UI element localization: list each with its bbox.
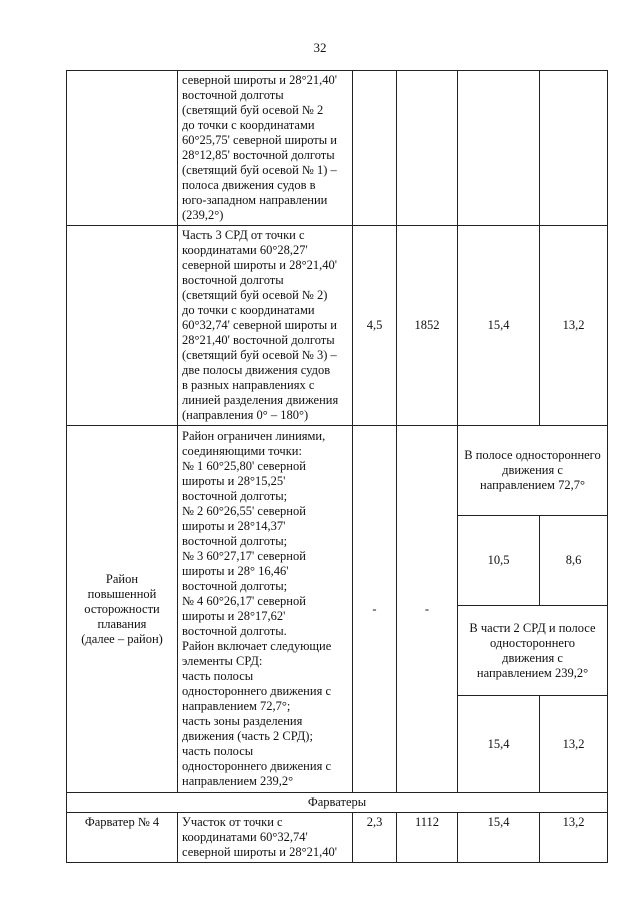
text-line: (далее – район) <box>81 631 163 646</box>
text-line: Район ограничен линиями, <box>182 429 326 443</box>
section-title: Фарватеры <box>67 793 608 813</box>
cell-area-name <box>67 426 178 793</box>
text-line: Район <box>105 571 139 586</box>
text-line: плавания <box>97 616 147 631</box>
cell-length: 1112 <box>397 813 458 863</box>
text-line: № 1 60°25,80' северной <box>182 459 306 473</box>
text-line: № 4 60°26,17' северной <box>182 594 306 608</box>
table-row-caution-area <box>67 426 608 516</box>
text-line: северной широты и 28°21,40' <box>182 845 337 859</box>
cell-width <box>353 71 397 226</box>
cell-lane1-caption <box>458 426 608 516</box>
text-line: восточной долготы; <box>182 579 288 593</box>
page-number: 32 <box>313 40 327 55</box>
text-line: № 2 60°26,55' северной <box>182 504 306 518</box>
text-line: часть полосы <box>182 744 254 758</box>
cell-width: - <box>353 426 397 793</box>
text-line: соединяющими точки: <box>182 444 302 458</box>
text-line: часть полосы <box>182 669 254 683</box>
text-line: (светящий буй осевой № 3) – <box>182 348 337 362</box>
text-line: В части 2 СРД и полосе <box>469 620 596 635</box>
text-line: В полосе одностороннего <box>464 448 601 462</box>
text-line: одностороннего движения с <box>182 684 331 698</box>
text-line: юго-западном направлении <box>182 193 328 207</box>
cell-width: 4,5 <box>353 226 397 426</box>
text-line: две полосы движения судов <box>182 363 331 377</box>
cell-lane2-caption <box>458 606 608 696</box>
navigation-table <box>66 70 608 863</box>
text-line: (светящий буй осевой № 2) <box>182 288 328 302</box>
text-line: 60°32,74' северной широты и <box>182 318 337 332</box>
text-line: направлением 239,2° <box>182 774 294 788</box>
text-line: (239,2°) <box>182 208 224 222</box>
text-line: линией разделения движения <box>182 393 339 407</box>
text-line: повышенной <box>87 586 157 601</box>
text-line: восточной долготы. <box>182 624 287 638</box>
text-line: Район включает следующие <box>182 639 332 653</box>
cell-draft <box>540 71 608 226</box>
table-section-header <box>67 793 608 813</box>
text-line: восточной долготы; <box>182 534 288 548</box>
cell-fairway-name: Фарватер № 4 <box>67 813 178 863</box>
text-line: северной широты и 28°21,40' <box>182 258 337 272</box>
text-line: 28°12,85' восточной долготы <box>182 148 335 162</box>
text-line: осторожности <box>84 601 160 616</box>
cell-width: 2,3 <box>353 813 397 863</box>
text-line: движения с <box>502 463 563 477</box>
text-line: восточной долготы <box>182 88 284 102</box>
text-line: (светящий буй осевой № 2 <box>182 103 324 117</box>
text-line: широты и 28°15,25' <box>182 474 286 488</box>
text-line: до точки с координатами <box>182 303 315 317</box>
cell-length: - <box>397 426 458 793</box>
text-line: Участок от точки с <box>182 815 283 829</box>
text-line: до точки с координатами <box>182 118 315 132</box>
text-line: широты и 28°14,37' <box>182 519 286 533</box>
text-line: широты и 28° 16,46' <box>182 564 289 578</box>
text-line: (светящий буй осевой № 1) – <box>182 163 337 177</box>
text-line: Часть 3 СРД от точки с <box>182 228 305 242</box>
cell-description <box>178 426 353 793</box>
text-line: 28°21,40' восточной долготы <box>182 333 335 347</box>
cell-depth <box>458 71 540 226</box>
table-row-part2-continued <box>67 71 608 226</box>
cell-description <box>178 71 353 226</box>
text-line: элементы СРД: <box>182 654 263 668</box>
text-line: направлением 72,7°; <box>182 699 291 713</box>
text-line: одностороннего движения с <box>182 759 331 773</box>
text-line: координатами 60°32,74' <box>182 830 308 844</box>
text-line: восточной долготы; <box>182 489 288 503</box>
text-line: движения (часть 2 СРД); <box>182 729 313 743</box>
text-line: часть зоны разделения <box>182 714 303 728</box>
text-line: северной широты и 28°21,40' <box>182 73 337 87</box>
text-line: (направления 0° – 180°) <box>182 408 309 422</box>
text-line: одностороннего <box>489 635 576 650</box>
text-line: 60°25,75' северной широты и <box>182 133 337 147</box>
cell-length <box>397 71 458 226</box>
cell-description <box>178 226 353 426</box>
cell-name-empty <box>67 71 178 226</box>
text-line: направлением 72,7° <box>480 478 585 492</box>
text-line: движения с <box>502 650 563 665</box>
text-line: широты и 28°17,62' <box>182 609 286 623</box>
text-line: полоса движения судов в <box>182 178 316 192</box>
cell-draft: 13,2 <box>540 226 608 426</box>
cell-depth: 15,4 <box>458 226 540 426</box>
cell-depth: 15,4 <box>458 696 540 793</box>
table-row-fairway-4 <box>67 813 608 863</box>
cell-draft: 8,6 <box>540 516 608 606</box>
cell-name-empty <box>67 226 178 426</box>
text-line: № 3 60°27,17' северной <box>182 549 306 563</box>
cell-depth: 15,4 <box>458 813 540 863</box>
text-line: восточной долготы <box>182 273 284 287</box>
cell-length: 1852 <box>397 226 458 426</box>
cell-depth: 10,5 <box>458 516 540 606</box>
text-line: направлением 239,2° <box>476 665 589 680</box>
text-line: в разных направлениях с <box>182 378 315 392</box>
cell-description <box>178 813 353 863</box>
table-row-part3 <box>67 226 608 426</box>
cell-draft: 13,2 <box>540 696 608 793</box>
text-line: координатами 60°28,27' <box>182 243 308 257</box>
cell-draft: 13,2 <box>540 813 608 863</box>
